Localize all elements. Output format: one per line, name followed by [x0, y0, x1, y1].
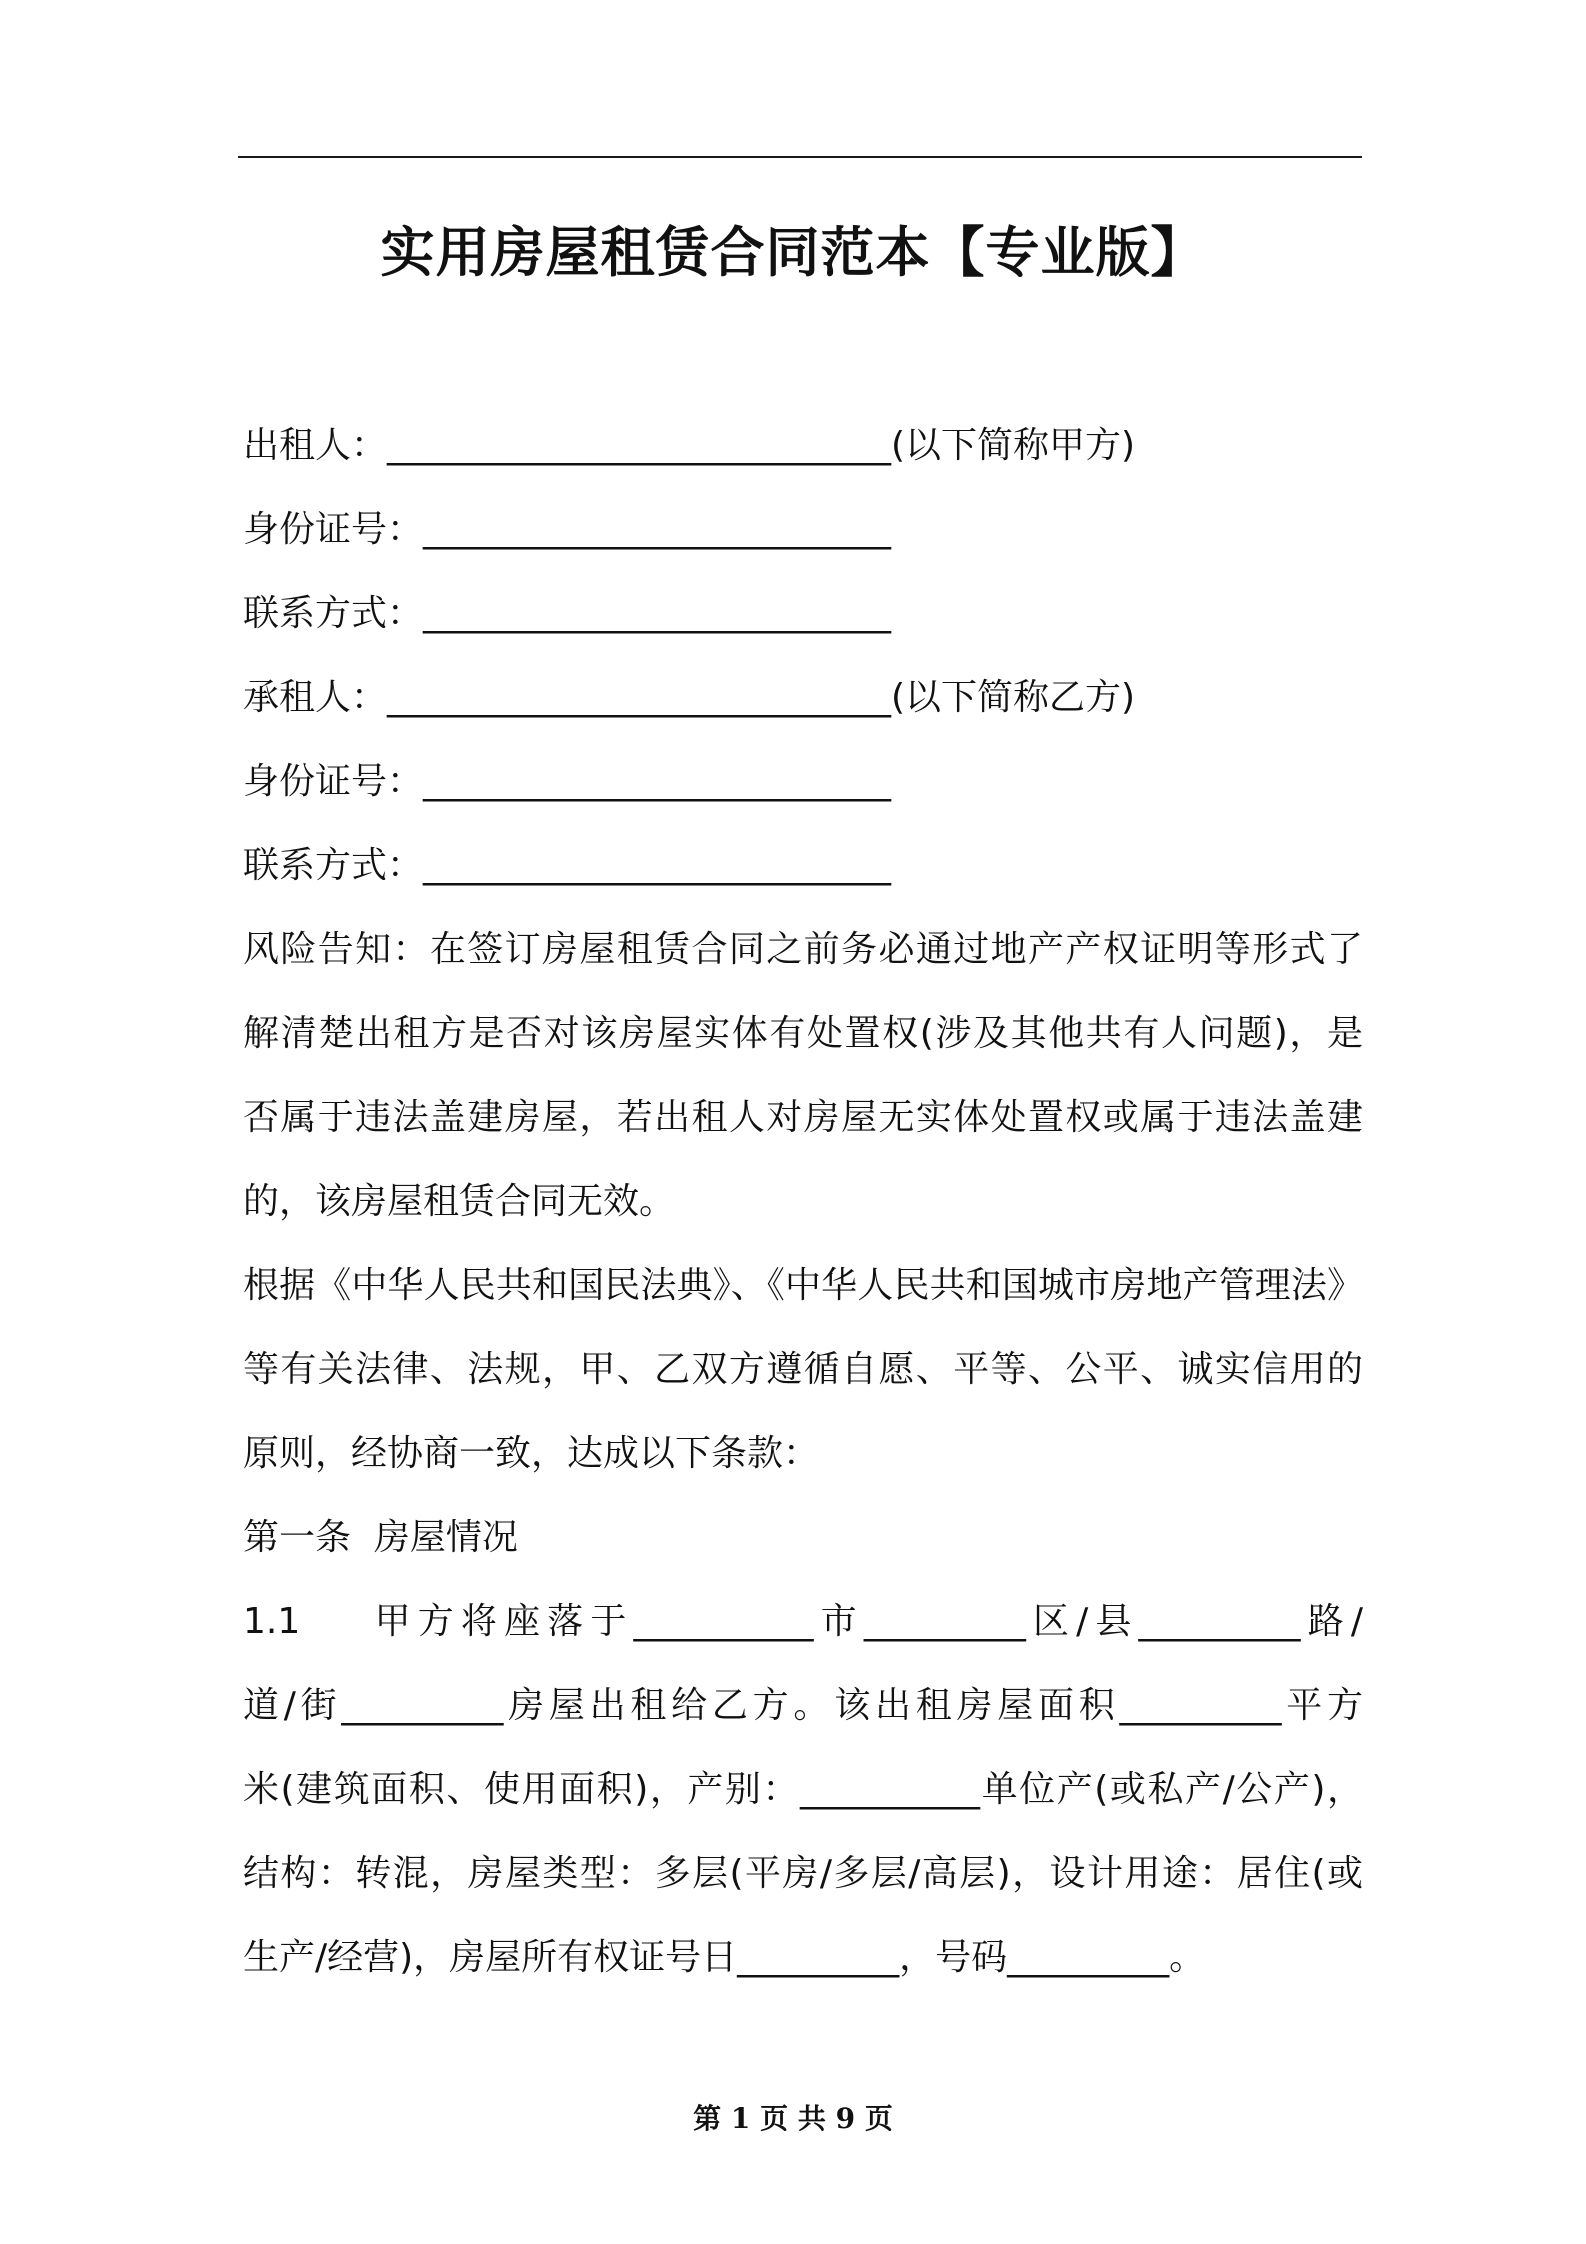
fill-blank: __________________________	[423, 845, 892, 886]
field-label: 身份证号：	[243, 761, 424, 802]
field-label: 身份证号：	[243, 509, 424, 550]
tenant-id-field	[243, 740, 1363, 824]
paragraph-line: 解清楚出租方是否对该房屋实体有处置权(涉及其他共有人问题)，是	[243, 1013, 1363, 1054]
field-label: 出租人：	[243, 425, 388, 466]
fill-blank: ____________________________	[387, 677, 892, 718]
document-body	[243, 404, 1363, 2000]
fill-blank: ____________________________	[387, 425, 892, 466]
paragraph-line: 等有关法律、法规，甲、乙双方遵循自愿、平等、公平、诚实信用的	[243, 1349, 1363, 1390]
paragraph-line: 的，该房屋租赁合同无效。	[243, 1181, 676, 1222]
paragraph-line: 根据《中华人民共和国民法典》、《中华人民共和国城市房地产管理法》	[243, 1265, 1363, 1306]
fill-blank: __________________________	[423, 509, 892, 550]
landlord-id-field	[243, 488, 1363, 572]
paragraph-line: 风险告知：在签订房屋租赁合同之前务必通过地产产权证明等形式了	[243, 929, 1363, 970]
paragraph-line: 生产/经营)，房屋所有权证号日_________，号码_________。	[243, 1937, 1206, 1978]
preamble-paragraph	[243, 1244, 1363, 1496]
paragraph-line: 米(建筑面积、使用面积)，产别：__________单位产(或私产/公产)，	[243, 1769, 1363, 1810]
risk-notice-paragraph	[243, 908, 1363, 1244]
paragraph-line: 道/街_________房屋出租给乙方。该出租房屋面积_________平方	[243, 1685, 1363, 1726]
field-label: 联系方式：	[243, 845, 424, 886]
document-title: 实用房屋租赁合同范本【专业版】	[380, 221, 1206, 284]
article-1-1-paragraph	[243, 1580, 1363, 2000]
paragraph-line: 1.1 甲方将座落于__________市_________区/县_________路/	[243, 1601, 1363, 1642]
landlord-field	[243, 404, 1363, 488]
tenant-field	[243, 656, 1363, 740]
tenant-contact-field	[243, 824, 1363, 908]
header-rule	[238, 156, 1362, 158]
page-number-footer: 第 1 页 共 9 页	[693, 2102, 893, 2135]
fill-blank: __________________________	[423, 761, 892, 802]
paragraph-line: 否属于违法盖建房屋，若出租人对房屋无实体处置权或属于违法盖建	[243, 1097, 1363, 1138]
article-heading: 第一条 房屋情况	[243, 1517, 518, 1558]
field-label: 承租人：	[243, 677, 388, 718]
paragraph-line: 结构：转混，房屋类型：多层(平房/多层/高层)，设计用途：居住(或	[243, 1853, 1363, 1894]
paragraph-line: 原则，经协商一致，达成以下条款：	[243, 1433, 820, 1474]
fill-blank: __________________________	[423, 593, 892, 634]
field-suffix: (以下简称甲方)	[891, 425, 1136, 466]
field-label: 联系方式：	[243, 593, 424, 634]
landlord-contact-field	[243, 572, 1363, 656]
field-suffix: (以下简称乙方)	[891, 677, 1136, 718]
